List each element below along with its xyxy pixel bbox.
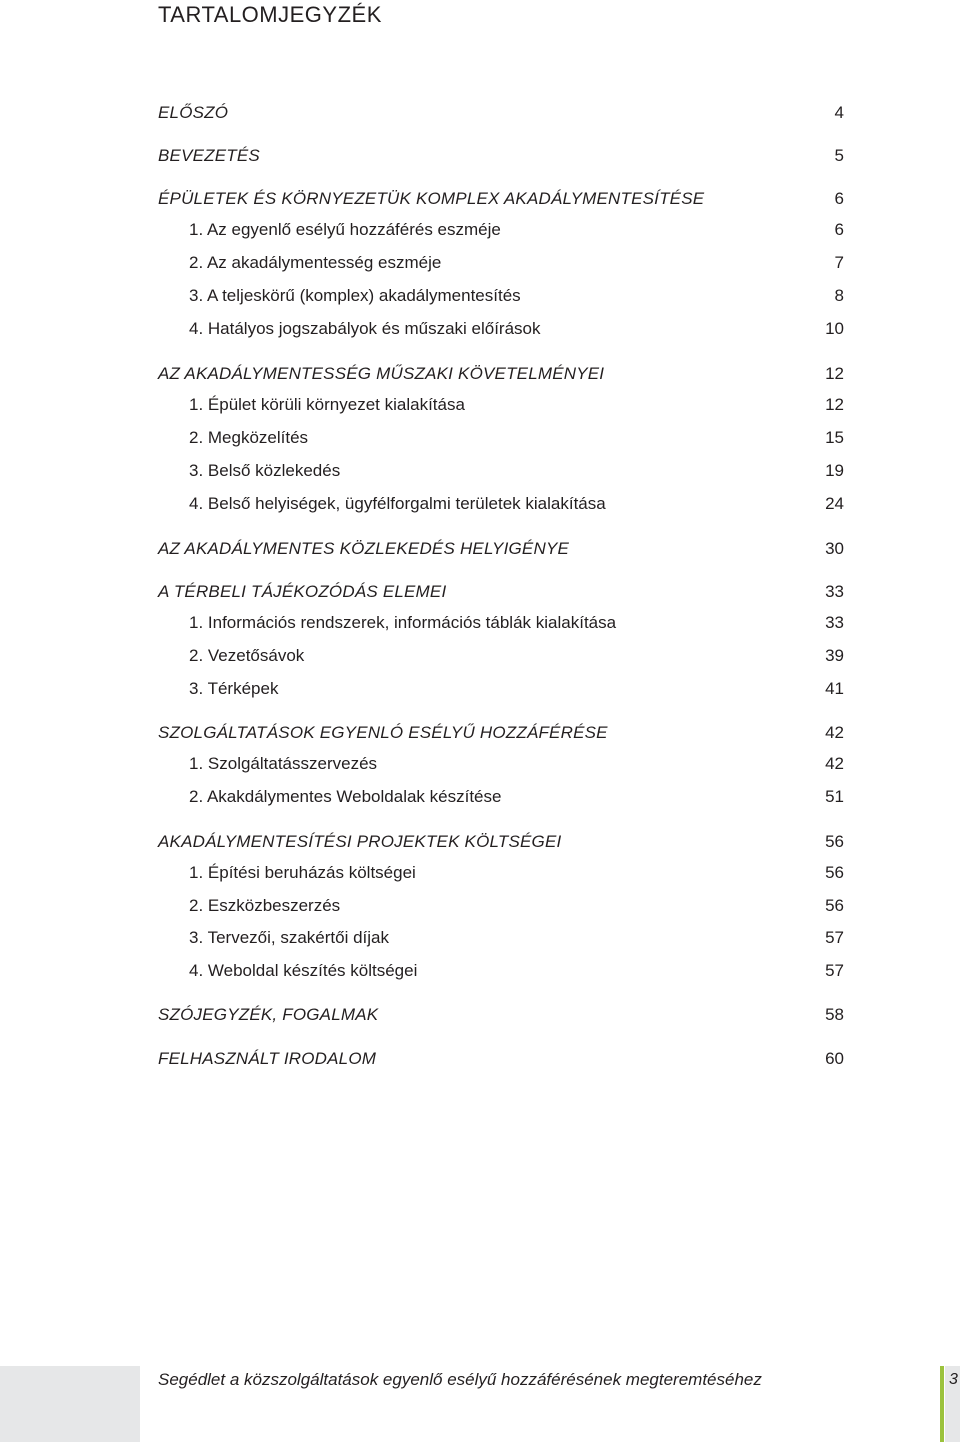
toc-entry-label: 1. Az egyenlő esélyű hozzáférés eszméje <box>189 220 501 239</box>
toc-entry-label: 4. Weboldal készítés költségei <box>189 961 418 980</box>
toc-subentry[interactable] <box>158 251 848 275</box>
toc-subentry[interactable] <box>158 459 848 483</box>
toc-entry-page: 51 <box>825 787 844 806</box>
toc-entry-label: AZ AKADÁLYMENTES KÖZLEKEDÉS HELYIGÉNYE <box>158 539 570 558</box>
toc-entry-kozlekedes-helyigenye[interactable] <box>158 537 848 561</box>
toc-entry-page: 24 <box>825 494 844 513</box>
toc-entry-page: 15 <box>825 428 844 447</box>
toc-entry-label: 3. Térképek <box>189 679 279 698</box>
toc-entry-label: AKADÁLYMENTESÍTÉSI PROJEKTEK KÖLTSÉGEI <box>158 832 562 851</box>
toc-subentry[interactable] <box>158 393 848 417</box>
toc-entry-irodalom[interactable] <box>158 1047 848 1071</box>
toc-entry-page: 6 <box>834 220 844 239</box>
toc-entry-szolgaltatasok[interactable] <box>158 721 848 745</box>
toc-entry-page: 56 <box>825 832 844 851</box>
toc-entry-label: SZÓJEGYZÉK, FOGALMAK <box>158 1005 379 1024</box>
toc-subentry[interactable] <box>158 894 848 918</box>
toc-entry-label: 1. Építési beruházás költségei <box>189 863 416 882</box>
toc-entry-label: BEVEZETÉS <box>158 146 260 165</box>
toc-entry-label: 4. Hatályos jogszabályok és műszaki előírások <box>189 319 541 338</box>
toc-entry-page: 42 <box>825 723 844 742</box>
toc-entry-label: 1. Információs rendszerek, információs táblák kialakítása <box>189 613 617 632</box>
toc-entry-page: 4 <box>834 103 844 122</box>
toc-entry-label: 3. Belső közlekedés <box>189 461 341 480</box>
toc-entry-label: 1. Szolgáltatásszervezés <box>189 754 378 773</box>
toc-entry-page: 58 <box>825 1005 844 1024</box>
toc-subentry[interactable] <box>158 926 848 950</box>
toc-entry-terbeli-tajekozodas[interactable] <box>158 580 848 604</box>
toc-subentry[interactable] <box>158 785 848 809</box>
page-footer <box>0 1366 960 1442</box>
toc-entry-page: 57 <box>825 928 844 947</box>
footer-accent-bar <box>940 1366 944 1442</box>
toc-entry-page: 60 <box>825 1049 844 1068</box>
toc-entry-label: ÉPÜLETEK ÉS KÖRNYEZETÜK KOMPLEX AKADÁLYMENTESÍTÉSE <box>158 189 705 208</box>
toc-entry-label: SZOLGÁLTATÁSOK EGYENLÓ ESÉLYŰ HOZZÁFÉRÉSE <box>158 723 608 742</box>
toc-entry-page: 12 <box>825 364 844 383</box>
toc-entry-page: 5 <box>834 146 844 165</box>
footer-publication-title: Segédlet a közszolgáltatások egyenlő esélyű hozzáférésének megteremtéséhez <box>158 1370 762 1389</box>
toc-entry-page: 30 <box>825 539 844 558</box>
toc-entry-label: 3. A teljeskörű (komplex) akadálymentesítés <box>189 286 521 305</box>
toc-entry-label: 4. Belső helyiségek, ügyfélforgalmi területek kialakítása <box>189 494 606 513</box>
page-title: TARTALOMJEGYZÉK <box>158 2 382 27</box>
toc-entry-label: 2. Akakdálymentes Weboldalak készítése <box>189 787 502 806</box>
toc-entry-page: 39 <box>825 646 844 665</box>
footer-band-left <box>0 1366 140 1442</box>
toc-entry-bevezetes[interactable] <box>158 144 848 168</box>
toc-entry-page: 33 <box>825 613 844 632</box>
toc-entry-page: 56 <box>825 896 844 915</box>
toc-entry-label: FELHASZNÁLT IRODALOM <box>158 1049 377 1068</box>
toc-entry-label: 2. Az akadálymentesség eszméje <box>189 253 442 272</box>
toc-entry-page: 33 <box>825 582 844 601</box>
toc-entry-page: 10 <box>825 319 844 338</box>
toc-subentry[interactable] <box>158 317 848 341</box>
toc-entry-projektek-koltsegei[interactable] <box>158 830 848 854</box>
toc-subentry[interactable] <box>158 677 848 701</box>
toc-entry-label: A TÉRBELI TÁJÉKOZÓDÁS ELEMEI <box>158 582 447 601</box>
toc-subentry[interactable] <box>158 284 848 308</box>
toc-subentry[interactable] <box>158 218 848 242</box>
toc-entry-eloszo[interactable] <box>158 101 848 125</box>
toc-entry-szojegyzek[interactable] <box>158 1003 848 1027</box>
toc-entry-label: AZ AKADÁLYMENTESSÉG MŰSZAKI KÖVETELMÉNYEI <box>158 364 605 383</box>
toc-entry-label: 2. Vezetősávok <box>189 646 305 665</box>
toc-subentry[interactable] <box>158 492 848 516</box>
toc-entry-label: 2. Megközelítés <box>189 428 309 447</box>
toc-subentry[interactable] <box>158 644 848 668</box>
toc-entry-page: 12 <box>825 395 844 414</box>
toc-entry-label: ELŐSZÓ <box>158 103 229 122</box>
toc-subentry[interactable] <box>158 861 848 885</box>
toc-entry-page: 8 <box>834 286 844 305</box>
table-of-contents <box>158 0 848 1100</box>
toc-subentry[interactable] <box>158 752 848 776</box>
toc-entry-page: 41 <box>825 679 844 698</box>
toc-entry-page: 57 <box>825 961 844 980</box>
toc-entry-label: 3. Tervezői, szakértői díjak <box>189 928 389 947</box>
toc-entry-label: 2. Eszközbeszerzés <box>189 896 341 915</box>
toc-subentry[interactable] <box>158 426 848 450</box>
toc-entry-label: 1. Épület körüli környezet kialakítása <box>189 395 465 414</box>
toc-entry-muszaki-kovetelmenyek[interactable] <box>158 362 848 386</box>
toc-entry-page: 6 <box>834 189 844 208</box>
toc-entry-epuletek[interactable] <box>158 187 848 211</box>
toc-entry-page: 56 <box>825 863 844 882</box>
toc-subentry[interactable] <box>158 611 848 635</box>
toc-subentry[interactable] <box>158 959 848 983</box>
toc-entry-page: 7 <box>834 253 844 272</box>
footer-page-number: 3 <box>949 1371 958 1388</box>
toc-entry-page: 19 <box>825 461 844 480</box>
toc-entry-page: 42 <box>825 754 844 773</box>
